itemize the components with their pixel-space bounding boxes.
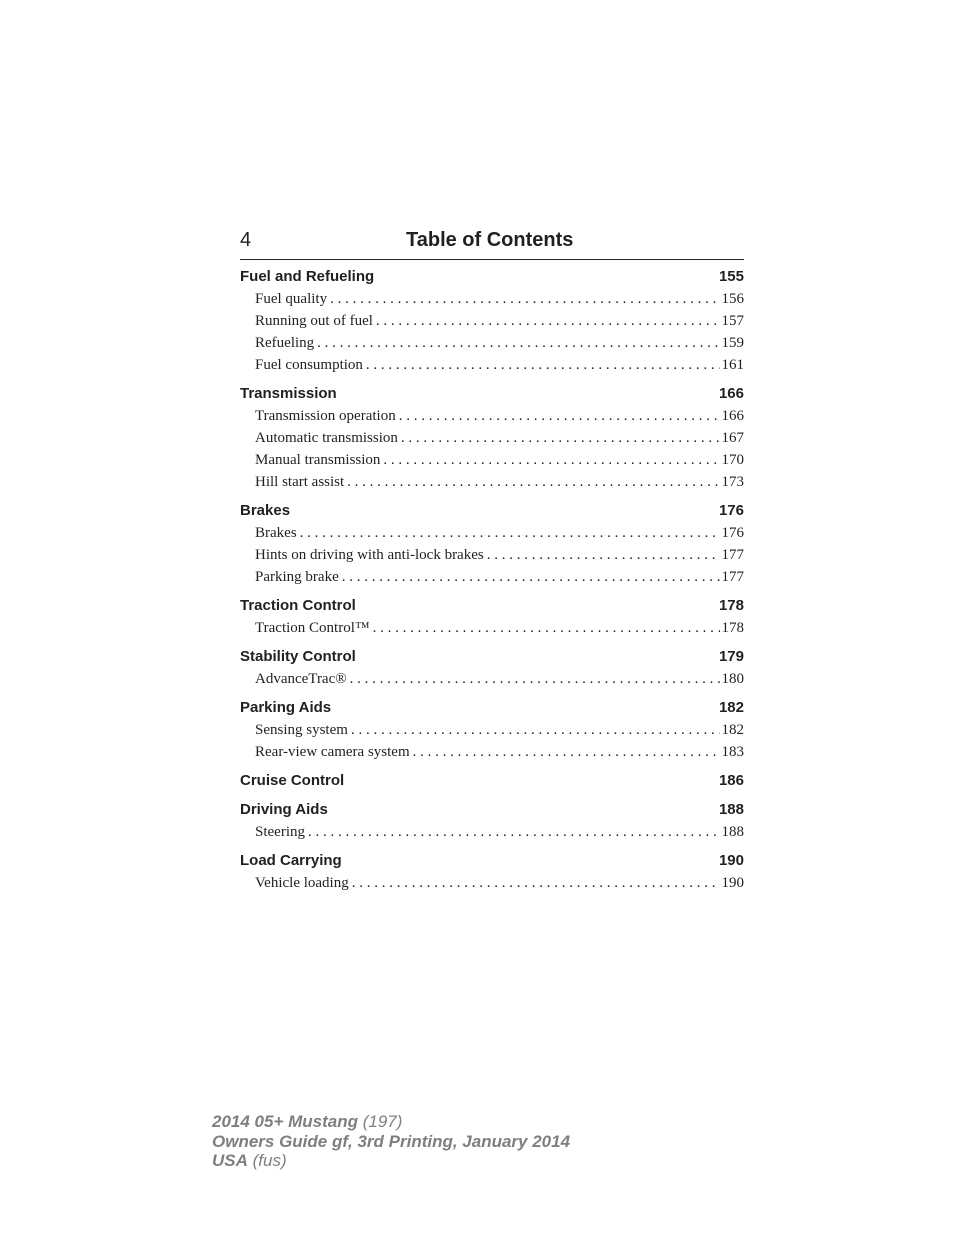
document-footer — [212, 1112, 570, 1171]
page-header — [240, 228, 744, 260]
toc-section — [240, 697, 744, 763]
dot-leader — [399, 405, 720, 427]
toc-entry[interactable] — [240, 310, 744, 332]
section-title: Cruise Control — [240, 772, 345, 789]
entry-page-number: 167 — [721, 430, 744, 446]
dot-leader — [383, 449, 719, 471]
toc-section-heading[interactable] — [240, 799, 744, 821]
table-of-contents — [240, 266, 744, 901]
footer-model: 2014 05+ Mustang — [212, 1112, 358, 1131]
toc-entry[interactable] — [240, 427, 744, 449]
toc-section-heading[interactable] — [240, 770, 744, 792]
page-title: Table of Contents — [406, 229, 574, 251]
entry-page-number: 188 — [721, 824, 744, 840]
section-title: Load Carrying — [240, 852, 342, 869]
section-title: Traction Control — [240, 597, 356, 614]
entry-page-number: 180 — [721, 671, 744, 687]
dot-leader — [342, 566, 720, 588]
toc-entry[interactable] — [240, 449, 744, 471]
toc-section-heading[interactable] — [240, 595, 744, 617]
section-page-number: 176 — [718, 502, 744, 519]
section-page-number: 182 — [718, 699, 744, 716]
toc-section — [240, 383, 744, 493]
section-title: Driving Aids — [240, 801, 328, 818]
toc-section-heading[interactable] — [240, 383, 744, 405]
footer-market: USA — [212, 1151, 248, 1170]
toc-entry[interactable] — [240, 332, 744, 354]
dot-leader — [413, 741, 720, 763]
toc-entry[interactable] — [240, 617, 744, 639]
footer-market-code: (fus) — [252, 1151, 287, 1170]
section-title: Fuel and Refueling — [240, 268, 375, 285]
dot-leader — [300, 522, 720, 544]
entry-title: Fuel quality — [255, 291, 328, 307]
toc-entry[interactable] — [240, 566, 744, 588]
toc-section — [240, 500, 744, 588]
dot-leader — [350, 668, 720, 690]
entry-title: Hints on driving with anti-lock brakes — [255, 547, 484, 563]
toc-entry[interactable] — [240, 741, 744, 763]
section-page-number: 186 — [718, 772, 744, 789]
entry-title: Rear-view camera system — [255, 744, 410, 760]
dot-leader — [373, 617, 720, 639]
footer-edition: Owners Guide gf, 3rd Printing, January 2014 — [212, 1131, 571, 1151]
section-title: Brakes — [240, 502, 291, 519]
toc-entry[interactable] — [240, 405, 744, 427]
toc-section-heading[interactable] — [240, 850, 744, 872]
toc-section-heading[interactable] — [240, 266, 744, 288]
dot-leader — [351, 719, 720, 741]
entry-page-number: 190 — [721, 875, 744, 891]
dot-leader — [401, 427, 720, 449]
entry-title: Parking brake — [255, 569, 339, 585]
section-page-number: 155 — [718, 268, 744, 285]
entry-page-number: 159 — [721, 335, 744, 351]
entry-title: Steering — [255, 824, 305, 840]
toc-section — [240, 646, 744, 690]
entry-title: Traction Control™ — [255, 620, 370, 636]
entry-title: Manual transmission — [255, 452, 381, 468]
toc-entry[interactable] — [240, 522, 744, 544]
entry-title: Hill start assist — [255, 474, 345, 490]
toc-section — [240, 850, 744, 894]
toc-entry[interactable] — [240, 719, 744, 741]
page-number: 4 — [240, 229, 252, 251]
entry-page-number: 157 — [721, 313, 744, 329]
dot-leader — [376, 310, 720, 332]
entry-title: Fuel consumption — [255, 357, 363, 373]
toc-entry[interactable] — [240, 668, 744, 690]
entry-title: Transmission operation — [255, 408, 396, 424]
footer-line-edition — [212, 1132, 570, 1152]
footer-line-market — [212, 1151, 570, 1171]
toc-section — [240, 799, 744, 843]
dot-leader — [352, 872, 720, 894]
toc-section-heading[interactable] — [240, 646, 744, 668]
toc-entry[interactable] — [240, 544, 744, 566]
toc-entry[interactable] — [240, 471, 744, 493]
dot-leader — [330, 288, 719, 310]
toc-entry[interactable] — [240, 821, 744, 843]
toc-section — [240, 770, 744, 792]
entry-page-number: 177 — [721, 569, 744, 585]
entry-page-number: 173 — [721, 474, 744, 490]
entry-page-number: 177 — [721, 547, 744, 563]
toc-entry[interactable] — [240, 288, 744, 310]
entry-page-number: 178 — [721, 620, 744, 636]
toc-section — [240, 595, 744, 639]
section-title: Transmission — [240, 385, 337, 402]
section-page-number: 190 — [718, 852, 744, 869]
toc-section-heading[interactable] — [240, 500, 744, 522]
section-title: Stability Control — [240, 648, 356, 665]
entry-page-number: 176 — [721, 525, 744, 541]
toc-section-heading[interactable] — [240, 697, 744, 719]
dot-leader — [347, 471, 719, 493]
footer-line-model — [212, 1112, 570, 1132]
dot-leader — [487, 544, 720, 566]
entry-page-number: 170 — [721, 452, 744, 468]
entry-title: AdvanceTrac® — [255, 671, 347, 687]
toc-section — [240, 266, 744, 376]
footer-model-code: (197) — [362, 1112, 403, 1131]
entry-title: Refueling — [255, 335, 315, 351]
entry-page-number: 156 — [721, 291, 744, 307]
entry-title: Vehicle loading — [255, 875, 349, 891]
entry-page-number: 161 — [721, 357, 744, 373]
entry-title: Sensing system — [255, 722, 348, 738]
section-title: Parking Aids — [240, 699, 332, 716]
section-page-number: 179 — [718, 648, 744, 665]
section-page-number: 178 — [718, 597, 744, 614]
section-page-number: 166 — [718, 385, 744, 402]
entry-title: Running out of fuel — [255, 313, 373, 329]
entry-title: Brakes — [255, 525, 297, 541]
toc-entry[interactable] — [240, 872, 744, 894]
dot-leader — [366, 354, 720, 376]
entry-title: Automatic transmission — [255, 430, 398, 446]
dot-leader — [317, 332, 719, 354]
entry-page-number: 183 — [721, 744, 744, 760]
dot-leader — [308, 821, 720, 843]
section-page-number: 188 — [718, 801, 744, 818]
entry-page-number: 182 — [721, 722, 744, 738]
entry-page-number: 166 — [721, 408, 744, 424]
toc-entry[interactable] — [240, 354, 744, 376]
